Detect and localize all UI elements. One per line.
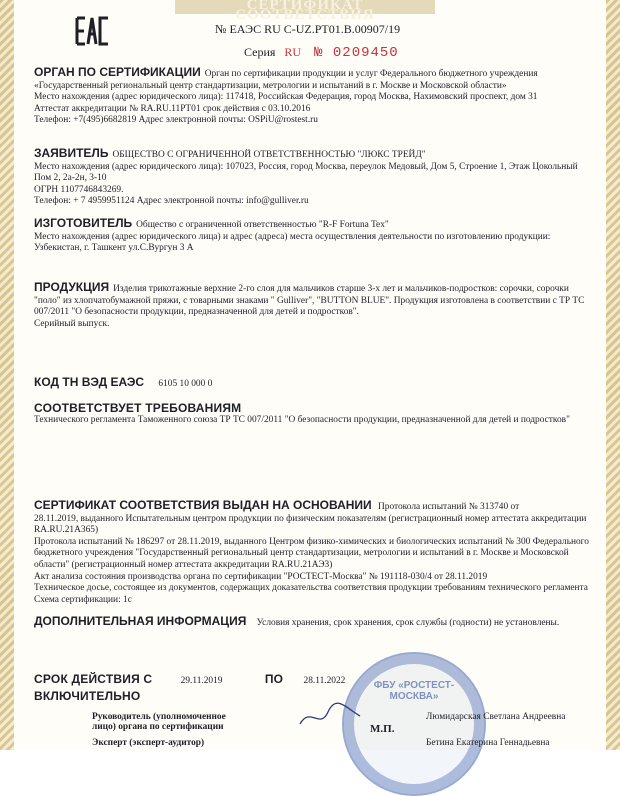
left-ornament-border xyxy=(0,0,14,750)
basis-scheme: Схема сертификации: 1с xyxy=(34,594,132,605)
applicant-name: ОБЩЕСТВО С ОГРАНИЧЕННОЙ ОТВЕТСТВЕННОСТЬЮ "ЛЮКС ТРЕЙД" xyxy=(112,150,426,160)
conforms-text: Технического регламента Таможенного союза ТР ТС 007/2011 "О безопасности продукции, предназначенной для детей и подростков" xyxy=(34,414,570,425)
applicant-section xyxy=(34,148,594,208)
basis-protocol-2: Протокола испытаний № 186297 от 28.11.2019, выданного Центром физико-химических и биологических испытаний № 300 Федерального бюджетного учреждения "Государственный региональный центр стандартизации, метрологии и испытаний в г. Москве и Московской области" (регистрационный номер аттестата аккредитации RA.RU.21АЭ3) xyxy=(34,536,589,570)
additional-section xyxy=(34,616,594,630)
tnved-section xyxy=(34,377,594,391)
conforms-heading: СООТВЕТСТВУЕТ ТРЕБОВАНИЯМ xyxy=(34,401,242,415)
manufacturer-name: Общество с ограниченной ответственностью "R-F Fortuna Tex" xyxy=(136,220,389,230)
applicant-address: Место нахождения (адрес юридического лица): 107023, Россия, город Москва, переулок Медовый, Дом 5, Строение 1, Этаж Цокольный Пом 2, 2а-2н, 3-10 xyxy=(34,161,578,184)
organ-section xyxy=(34,67,594,127)
basis-section xyxy=(34,500,594,606)
certificate-number: № ЕАЭС RU C-UZ.PT01.B.00907/19 xyxy=(215,22,401,36)
applicant-contacts: Телефон: + 7 4959951124 Адрес электронной почты: info@gulliver.ru xyxy=(34,196,309,207)
head-label xyxy=(92,712,226,732)
head-signature xyxy=(296,702,364,732)
additional-heading: ДОПОЛНИТЕЛЬНАЯ ИНФОРМАЦИЯ xyxy=(34,614,247,628)
expert-label: Эксперт (эксперт-аудитор) xyxy=(92,738,205,748)
eac-logo xyxy=(74,14,110,48)
validity-heading-2: ВКЛЮЧИТЕЛЬНО xyxy=(34,688,141,703)
validity-to: 28.11.2022 xyxy=(303,676,346,686)
organ-accreditation: Аттестат аккредитации № RA.RU.11PT01 срок действия с 03.10.2016 xyxy=(34,103,311,114)
basis-lead: Протокола испытаний № 313740 от xyxy=(378,502,520,512)
stamp-text: ФБУ «РОСТЕСТ-МОСКВА» xyxy=(373,680,455,702)
head-label-2: лицо) органа по сертификации xyxy=(92,722,224,732)
manufacturer-section xyxy=(34,218,594,255)
validity-heading: СРОК ДЕЙСТВИЯ С xyxy=(34,672,153,686)
product-heading: ПРОДУКЦИЯ xyxy=(34,280,110,294)
certificate-banner: СЕРТИФИКАТ СООТВЕТСТВИЯ xyxy=(175,0,435,14)
series-line xyxy=(244,45,399,61)
right-ornament-border xyxy=(606,0,620,750)
tnved-code: 6105 10 000 0 xyxy=(158,379,213,389)
validity-from: 29.11.2019 xyxy=(180,676,223,686)
series-number: № 0209450 xyxy=(314,45,399,61)
validity-section xyxy=(34,674,594,702)
organ-heading: ОРГАН ПО СЕРТИФИКАЦИИ xyxy=(34,65,201,79)
organ-contacts: Телефон: +7(495)6682819 Адрес электронной почты: OSPiU@rostest.ru xyxy=(34,115,318,126)
organ-name: Орган по сертификации продукции и услуг Федерального бюджетного учреждения «Государственный региональный центр стандартизации, метрологии и испытаний в г. Москве и Московской области» xyxy=(34,69,538,91)
product-serial: Серийный выпуск. xyxy=(34,318,110,329)
applicant-ogrn: ОГРН 1107746843269. xyxy=(34,184,124,195)
series-label: Серия xyxy=(244,45,276,59)
mp-mark: М.П. xyxy=(370,723,395,735)
applicant-heading: ЗАЯВИТЕЛЬ xyxy=(34,146,109,160)
additional-text: Условия хранения, срок хранения, срок службы (годности) не установлены. xyxy=(256,618,560,628)
organ-address: Место нахождения (адрес юридического лица): 117418, Российская Федерация, город Москва, Нахимовский проспект, дом 31 xyxy=(34,92,538,103)
basis-heading: СЕРТИФИКАТ СООТВЕТСТВИЯ ВЫДАН НА ОСНОВАНИИ xyxy=(34,498,372,512)
manufacturer-address: Место нахождения (адрес юридического лица) и адрес (адреса) места осуществления деятельности по изготовлению продукции: Узбекистан, г. Ташкент ул.С.Вургун 3 А xyxy=(34,231,551,254)
product-description: Изделия трикотажные верхние 2-го слоя для мальчиков старше 3-х лет и мальчиков-подростков: сорочки, сорочки "поло" из хлопчатобумажной пряжи, с товарными знаками " Gulliver", "BUTTON BLUE". Продукция изготовлена в соответствии с ТР ТС 007/2011 "О безопасности продукции, предназначенной для детей и подростков". xyxy=(34,284,585,318)
tnved-heading: КОД ТН ВЭД ЕАЭС xyxy=(34,375,145,389)
validity-to-label: ПО xyxy=(264,672,284,686)
expert-name: Бетина Екатерина Геннадьевна xyxy=(426,738,550,748)
signatures-section xyxy=(34,712,594,752)
basis-text: 28.11.2019, выданного Испытательным центром продукции по физическим показателям (регистрационный номер аттестата аккредитации RA.RU.21A365) xyxy=(34,513,587,536)
conforms-section xyxy=(34,403,594,426)
series-code: RU xyxy=(284,45,302,59)
basis-analysis: Акт анализа состояния производства органа по сертификации "РОСТЕСТ-Москва" № 191118-030/4 от 28.11.2019 xyxy=(34,571,488,582)
manufacturer-heading: ИЗГОТОВИТЕЛЬ xyxy=(34,216,133,230)
product-section xyxy=(34,282,594,330)
basis-tech-file: Техническое досье, состоящее из документов, содержащих доказательства соответствия продукции требованиям технического регламента xyxy=(34,583,588,594)
head-name: Люмидарская Светлана Андреевна xyxy=(426,712,566,722)
head-label-1: Руководитель (уполномоченное xyxy=(92,712,226,722)
